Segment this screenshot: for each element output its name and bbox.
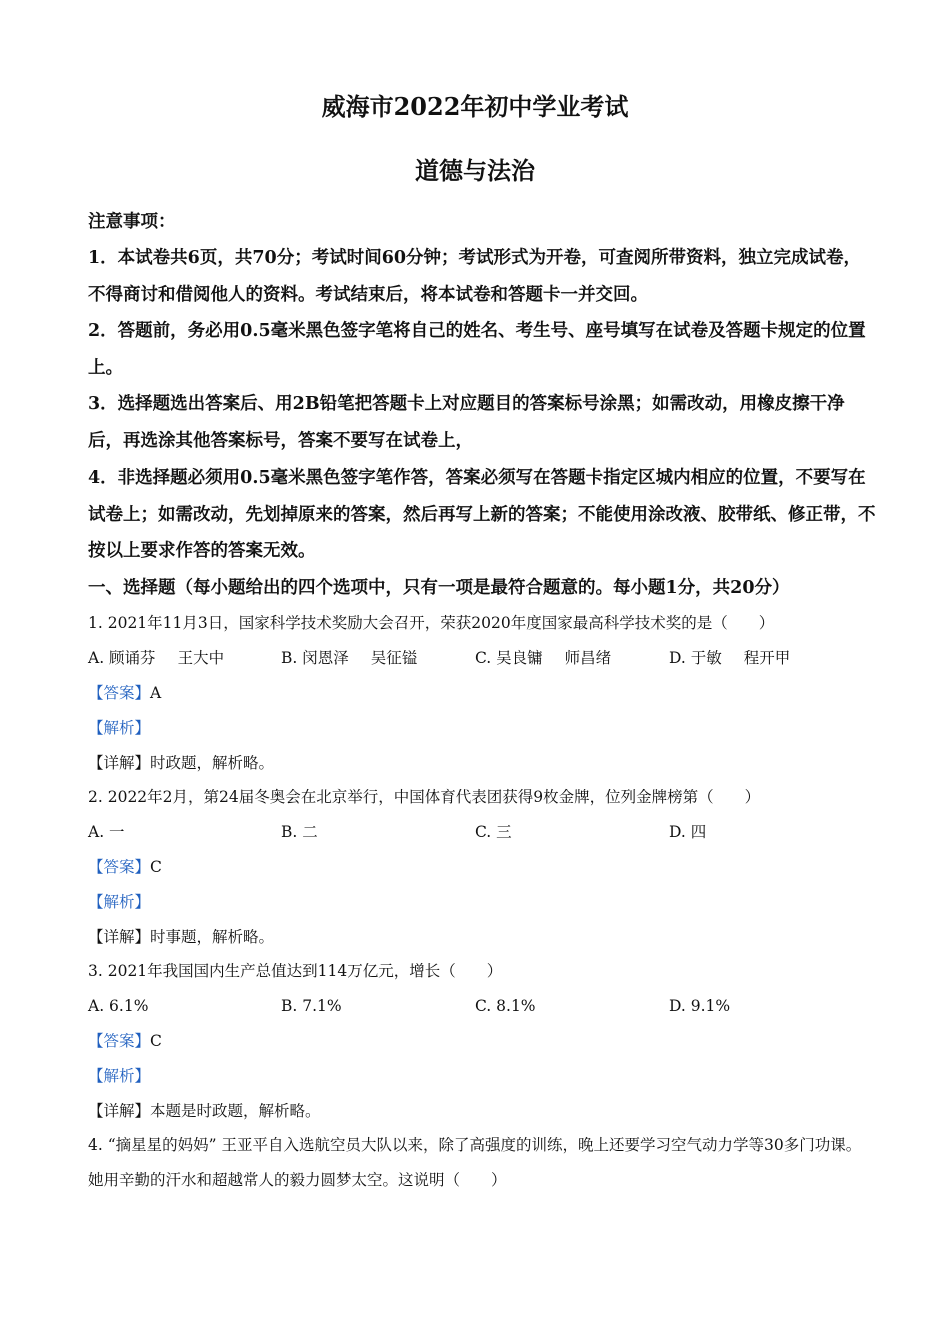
notice-item-1: 1．本试卷共6页，共70分；考试时间60分钟；考试形式为开卷，可查阅所带资料，独立完成试卷，不得商讨和借阅他人的资料。考试结束后，将本试卷和答题卡一并交回。 bbox=[88, 248, 862, 305]
question-3-analysis-label: 【解析】 bbox=[88, 1067, 151, 1085]
question-2-option-c: C. 三 bbox=[475, 823, 512, 841]
question-3-option-a: A. 6.1% bbox=[88, 997, 149, 1015]
question-3-detail: 【详解】本题是时政题，解析略。 bbox=[88, 1102, 321, 1120]
question-2-answer: 【答案】C bbox=[88, 858, 162, 876]
page-title: 威海市2022年初中学业考试 bbox=[321, 92, 629, 121]
question-2-detail: 【详解】时事题，解析略。 bbox=[88, 928, 275, 946]
question-1-answer: 【答案】A bbox=[88, 684, 162, 702]
question-1-stem: 1. 2021年11月3日，国家科学技术奖励大会召开，荣获2020年度国家最高科学技术奖的是（ ） bbox=[88, 614, 775, 632]
question-2-analysis-label: 【解析】 bbox=[88, 893, 151, 911]
question-2-option-d: D. 四 bbox=[669, 823, 707, 841]
question-1-option-d: D. 于敏 程开甲 bbox=[669, 649, 791, 667]
question-3-answer: 【答案】C bbox=[88, 1032, 162, 1050]
notice-heading: 注意事项： bbox=[88, 212, 176, 232]
question-1-option-a: A. 顾诵芬 王大中 bbox=[88, 649, 225, 667]
question-1-option-c: C. 吴良镛 师昌绪 bbox=[475, 649, 612, 667]
notice-item-2: 2．答题前，务必用0.5毫米黑色签字笔将自己的姓名、考生号、座号填写在试卷及答题卡规定的位置上。 bbox=[88, 321, 866, 378]
question-3-option-c: C. 8.1% bbox=[475, 997, 536, 1015]
question-3-option-b: B. 7.1% bbox=[281, 997, 342, 1015]
notice-item-4: 4．非选择题必须用0.5毫米黑色签字笔作答，答案必须写在答题卡指定区城内相应的位置，不要写在试卷上；如需改动，先划掉原来的答案，然后再写上新的答案；不能使用涂改液、胶带纸、修正带，不按以上要求作答的答案无效。 bbox=[88, 468, 876, 562]
question-2-stem: 2. 2022年2月，第24届冬奥会在北京举行，中国体育代表团获得9枚金牌，位列金牌榜第（ ） bbox=[88, 788, 761, 806]
subject-title: 道德与法治 bbox=[415, 156, 535, 185]
question-3-option-d: D. 9.1% bbox=[669, 997, 731, 1015]
question-1-option-b: B. 闵恩泽 吴征镒 bbox=[281, 649, 418, 667]
question-3-stem: 3. 2021年我国国内生产总值达到114万亿元，增长（ ） bbox=[88, 962, 503, 980]
question-4-stem: 4. “摘星星的妈妈” 王亚平自入选航空员大队以来，除了高强度的训练，晚上还要学习空气动力学等30多门功课。她用辛勤的汗水和超越常人的毅力圆梦太空。这说明（ ） bbox=[88, 1136, 862, 1189]
question-1-detail: 【详解】时政题，解析略。 bbox=[88, 754, 275, 772]
question-2-option-b: B. 二 bbox=[281, 823, 318, 841]
notice-item-3: 3．选择题选出答案后、用2B铅笔把答题卡上对应题目的答案标号涂黑；如需改动，用橡皮擦干净后，再选涂其他答案标号，答案不要写在试卷上， bbox=[88, 394, 845, 451]
question-1-analysis-label: 【解析】 bbox=[88, 719, 151, 737]
section-heading: 一、选择题（每小题给出的四个选项中，只有一项是最符合题意的。每小题1分，共20分） bbox=[88, 578, 790, 598]
question-2-option-a: A. 一 bbox=[88, 823, 125, 841]
